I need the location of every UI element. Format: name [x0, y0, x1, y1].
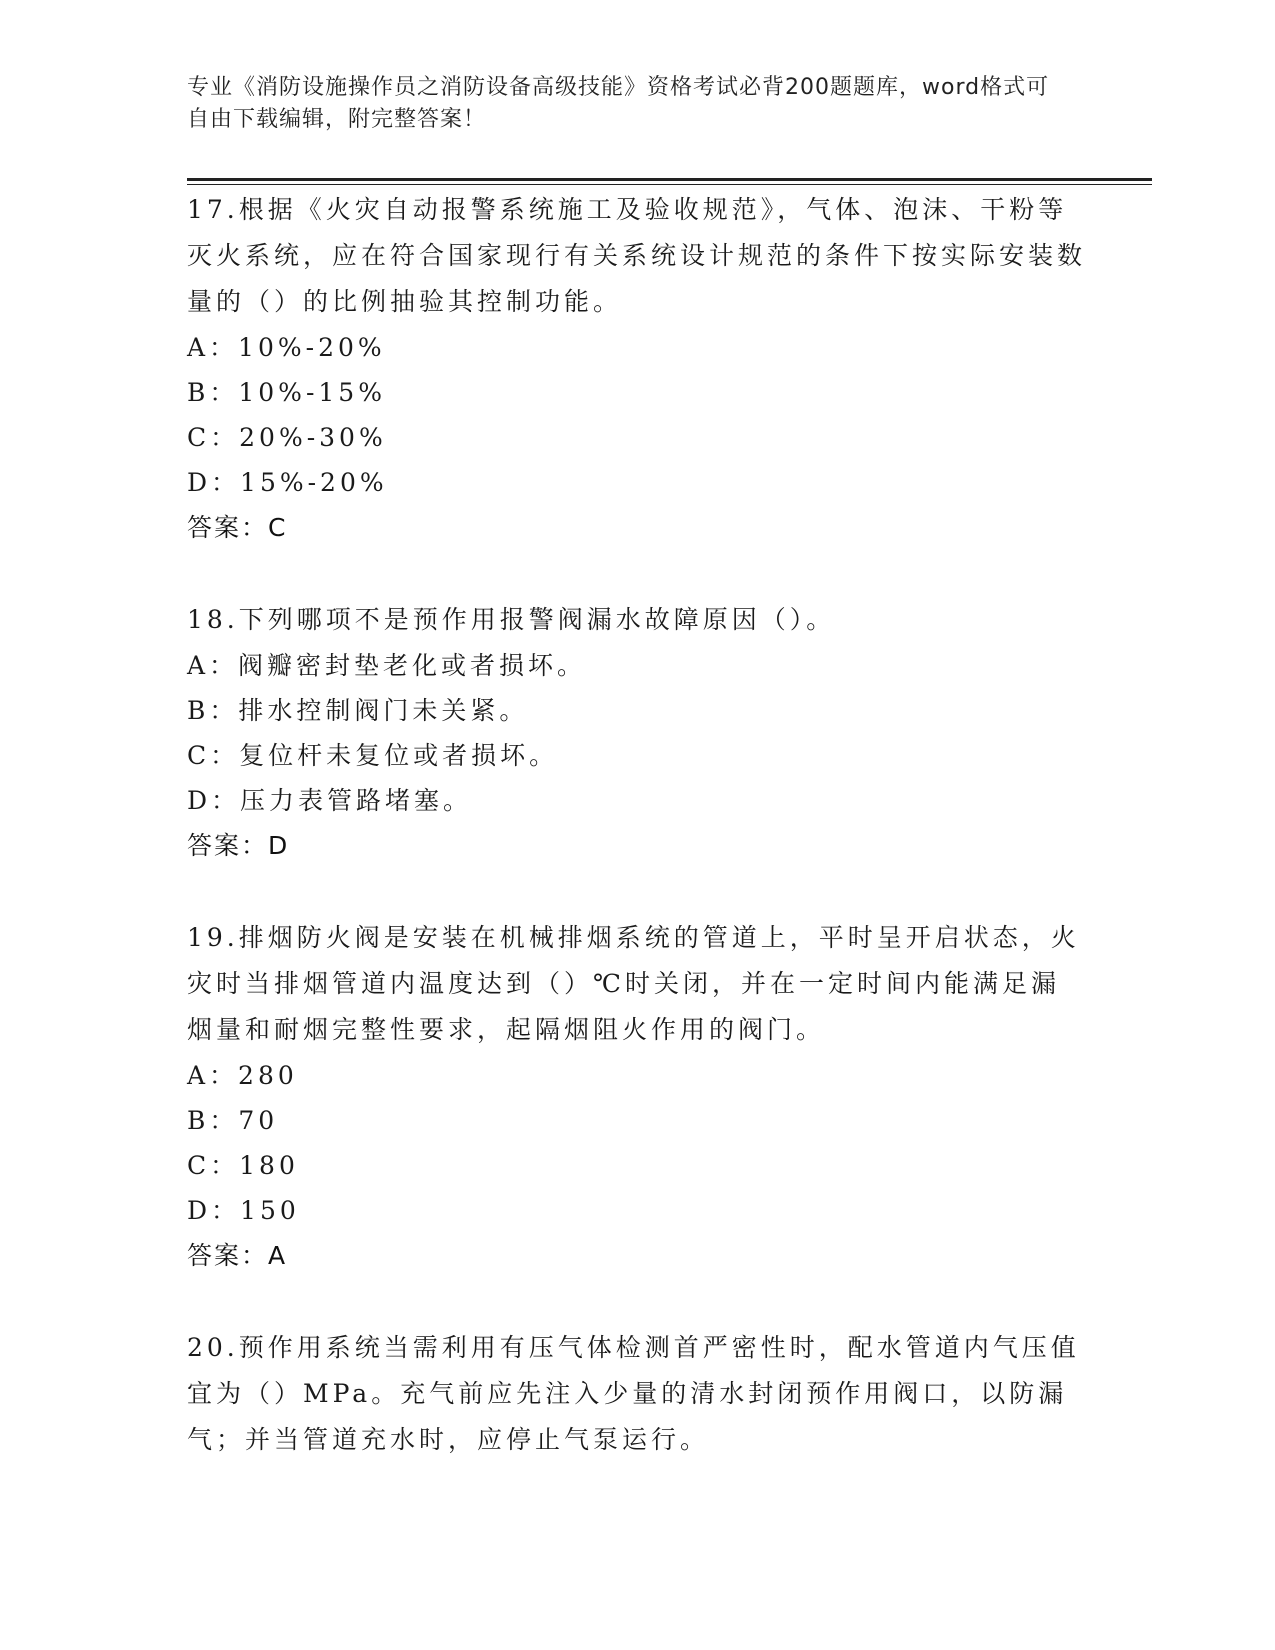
question-stem: 20.预作用系统当需利用有压气体检测首严密性时，配水管道内气压值宜为（）MPa。充气前应先注入少量的清水封闭预作用阀口，以防漏气；并当管道充水时，应停止气泵运行。 [187, 1333, 1080, 1454]
question-20 [187, 1325, 1087, 1463]
answer: 答案：D [187, 831, 290, 860]
header-divider-thick [187, 178, 1152, 181]
option-a: A：10%-20% [187, 333, 386, 362]
question-stem: 19.排烟防火阀是安装在机械排烟系统的管道上，平时呈开启状态，火灾时当排烟管道内温度达到（）℃时关闭，并在一定时间内能满足漏烟量和耐烟完整性要求，起隔烟阻火作用的阀门。 [187, 923, 1080, 1044]
question-stem: 17.根据《火灾自动报警系统施工及验收规范》，气体、泡沫、干粉等灭火系统，应在符合国家现行有关系统设计规范的条件下按实际安装数量的（）的比例抽验其控制功能。 [187, 195, 1087, 316]
option-d: D：15%-20% [187, 468, 388, 497]
option-c: C：20%-30% [187, 423, 387, 452]
document-header: 专业《消防设施操作员之消防设备高级技能》资格考试必背200题题库，word格式可自由下载编辑，附完整答案！ [187, 75, 1050, 132]
answer: 答案：A [187, 1241, 288, 1270]
option-b: B：10%-15% [187, 378, 386, 407]
option-b: B：排水控制阀门未关紧。 [187, 696, 529, 725]
option-b: B：70 [187, 1106, 279, 1135]
question-17 [187, 187, 1087, 551]
question-stem: 18.下列哪项不是预作用报警阀漏水故障原因（）。 [187, 605, 836, 634]
option-d: D：压力表管路堵塞。 [187, 786, 473, 815]
option-c: C：180 [187, 1151, 299, 1180]
option-a: A：280 [187, 1061, 298, 1090]
option-d: D：150 [187, 1196, 300, 1225]
header-divider-thin [187, 184, 1152, 185]
answer: 答案：C [187, 513, 288, 542]
question-18 [187, 597, 1087, 869]
question-19 [187, 915, 1087, 1279]
option-a: A：阀瓣密封垫老化或者损坏。 [187, 651, 587, 680]
option-c: C：复位杆未复位或者损坏。 [187, 741, 559, 770]
